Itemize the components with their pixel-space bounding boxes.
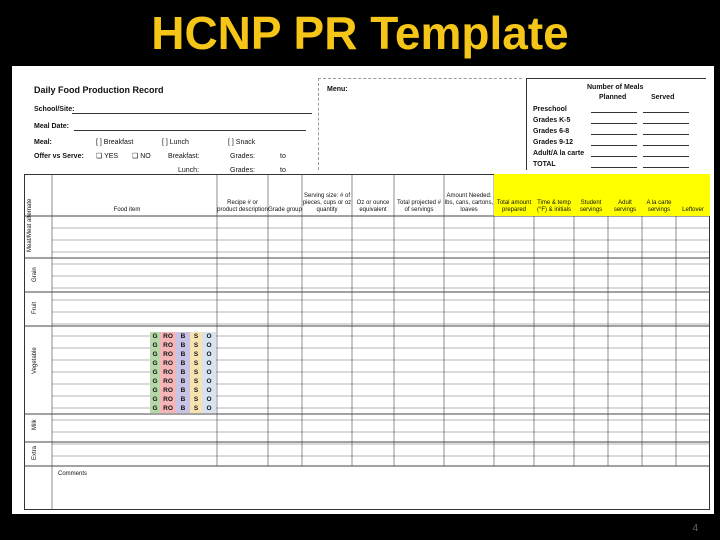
veg-code-ro[interactable]: RO bbox=[160, 359, 176, 368]
veg-code-s[interactable]: S bbox=[190, 341, 202, 350]
comments-label: Comments bbox=[58, 471, 88, 477]
breakfast-label: Breakfast: bbox=[168, 153, 200, 160]
veg-code-g[interactable]: G bbox=[150, 341, 160, 350]
meals-served-line[interactable] bbox=[643, 123, 689, 124]
veg-code-g[interactable]: G bbox=[150, 395, 160, 404]
meals-title: Number of Meals bbox=[587, 84, 644, 91]
col-leftover: Leftover bbox=[676, 174, 710, 216]
grades-label-1: Grades: bbox=[230, 153, 255, 160]
col-projected: Total projected # of servings bbox=[396, 200, 442, 213]
veg-code-b[interactable]: B bbox=[176, 386, 190, 395]
row-label-vegetable: Vegetable bbox=[32, 347, 38, 374]
menu-box[interactable] bbox=[318, 78, 522, 170]
production-grid bbox=[24, 174, 710, 510]
meals-planned-line[interactable] bbox=[591, 167, 637, 168]
col-adult: Adult servings bbox=[608, 174, 642, 216]
veg-code-g[interactable]: G bbox=[150, 359, 160, 368]
form-page bbox=[12, 66, 714, 514]
meals-served-line[interactable] bbox=[643, 167, 689, 168]
row-label-extra: Extra bbox=[32, 445, 38, 460]
meals-row-adult: Adult/A la carte bbox=[533, 150, 585, 157]
col-recipe: Recipe # or product description bbox=[217, 200, 268, 213]
grid-lines bbox=[24, 174, 710, 510]
veg-code-b[interactable]: B bbox=[176, 368, 190, 377]
meals-served-line[interactable] bbox=[643, 156, 689, 157]
veg-code-ro[interactable]: RO bbox=[160, 350, 176, 359]
veg-code-s[interactable]: S bbox=[190, 404, 202, 413]
veg-code-o[interactable]: O bbox=[202, 350, 216, 359]
veg-code-b[interactable]: B bbox=[176, 404, 190, 413]
lunch-label: Lunch: bbox=[178, 167, 200, 174]
veg-code-g[interactable]: G bbox=[150, 368, 160, 377]
meal-label: Meal: bbox=[34, 139, 52, 146]
row-label-milk: Milk bbox=[32, 419, 38, 430]
veg-code-s[interactable]: S bbox=[190, 377, 202, 386]
veg-code-b[interactable]: B bbox=[176, 359, 190, 368]
school-site-label: School/Site: bbox=[34, 106, 75, 113]
veg-code-g[interactable]: G bbox=[150, 377, 160, 386]
meals-planned-line[interactable] bbox=[591, 134, 637, 135]
veg-code-ro[interactable]: RO bbox=[160, 332, 176, 341]
veg-code-o[interactable]: O bbox=[202, 359, 216, 368]
meal-option-lunch[interactable]: [ ] Lunch bbox=[162, 139, 189, 146]
to-label-2: to bbox=[280, 167, 286, 174]
page-number: 4 bbox=[692, 523, 698, 534]
veg-code-s[interactable]: S bbox=[190, 395, 202, 404]
meal-option-snack[interactable]: [ ] Snack bbox=[228, 139, 256, 146]
row-label-meat: Meat/Meat alternate bbox=[27, 198, 33, 252]
veg-code-o[interactable]: O bbox=[202, 341, 216, 350]
veg-code-o[interactable]: O bbox=[202, 368, 216, 377]
veg-code-g[interactable]: G bbox=[150, 350, 160, 359]
col-food-item: Food item bbox=[113, 207, 141, 213]
veg-code-s[interactable]: S bbox=[190, 386, 202, 395]
meals-served-line[interactable] bbox=[643, 112, 689, 113]
form-title: Daily Food Production Record bbox=[34, 85, 164, 95]
meals-col-planned: Planned bbox=[599, 94, 627, 101]
veg-code-b[interactable]: B bbox=[176, 395, 190, 404]
veg-code-b[interactable]: B bbox=[176, 341, 190, 350]
meals-row-total: TOTAL bbox=[533, 161, 556, 168]
meals-planned-line[interactable] bbox=[591, 156, 637, 157]
school-site-line[interactable] bbox=[72, 113, 312, 114]
ovs-label: Offer vs Serve: bbox=[34, 153, 84, 160]
col-grade: Grade group bbox=[268, 207, 302, 213]
col-amount-needed: Amount Needed: lbs, cans, cartons, loaves bbox=[444, 193, 494, 213]
veg-code-o[interactable]: O bbox=[202, 404, 216, 413]
meals-planned-line[interactable] bbox=[591, 112, 637, 113]
veg-code-ro[interactable]: RO bbox=[160, 341, 176, 350]
col-alacarte: A la carte servings bbox=[642, 174, 676, 216]
veg-code-g[interactable]: G bbox=[150, 386, 160, 395]
meals-row-9-12: Grades 9-12 bbox=[533, 139, 574, 146]
veg-code-o[interactable]: O bbox=[202, 386, 216, 395]
meals-box bbox=[526, 78, 706, 170]
veg-code-ro[interactable]: RO bbox=[160, 386, 176, 395]
meals-row-k5: Grades K-5 bbox=[533, 117, 571, 124]
veg-code-b[interactable]: B bbox=[176, 350, 190, 359]
veg-code-s[interactable]: S bbox=[190, 368, 202, 377]
slide-title: HCNP PR Template bbox=[151, 7, 569, 59]
grades-label-2: Grades: bbox=[230, 167, 255, 174]
ovs-yes[interactable]: ❏ YES bbox=[96, 153, 119, 160]
veg-code-ro[interactable]: RO bbox=[160, 368, 176, 377]
veg-code-o[interactable]: O bbox=[202, 377, 216, 386]
veg-code-g[interactable]: G bbox=[150, 404, 160, 413]
col-student: Student servings bbox=[574, 174, 608, 216]
to-label-1: to bbox=[280, 153, 286, 160]
veg-code-ro[interactable]: RO bbox=[160, 377, 176, 386]
veg-code-s[interactable]: S bbox=[190, 359, 202, 368]
col-total-prepared: Total amount prepared bbox=[494, 174, 534, 216]
grid-border bbox=[25, 175, 710, 510]
col-time-temp: Time & temp (°F) & initials bbox=[534, 174, 574, 216]
veg-code-o[interactable]: O bbox=[202, 395, 216, 404]
veg-code-b[interactable]: B bbox=[176, 377, 190, 386]
ovs-no[interactable]: ❏ NO bbox=[132, 153, 151, 160]
meals-served-line[interactable] bbox=[643, 145, 689, 146]
veg-code-o[interactable]: O bbox=[202, 332, 216, 341]
col-oz-eq: Oz or ounce equivalent bbox=[356, 200, 390, 213]
veg-code-b[interactable]: B bbox=[176, 332, 190, 341]
meals-planned-line[interactable] bbox=[591, 145, 637, 146]
meal-option-breakfast[interactable]: [ ] Breakfast bbox=[96, 139, 134, 146]
veg-code-g[interactable]: G bbox=[150, 332, 160, 341]
meals-row-preschool: Preschool bbox=[533, 106, 567, 113]
meals-col-served: Served bbox=[651, 94, 675, 101]
col-serving: Serving size: # of pieces, cups or oz quantity bbox=[302, 193, 352, 213]
meals-row-6-8: Grades 6-8 bbox=[533, 128, 570, 135]
veg-code-s[interactable]: S bbox=[190, 332, 202, 341]
row-label-fruit: Fruit bbox=[32, 302, 38, 314]
meal-date-line[interactable] bbox=[74, 130, 306, 131]
row-label-grain: Grain bbox=[32, 267, 38, 282]
veg-code-ro[interactable]: RO bbox=[160, 404, 176, 413]
meal-date-label: Meal Date: bbox=[34, 123, 70, 130]
meals-served-line[interactable] bbox=[643, 134, 689, 135]
veg-code-s[interactable]: S bbox=[190, 350, 202, 359]
veg-code-ro[interactable]: RO bbox=[160, 395, 176, 404]
menu-label: Menu: bbox=[327, 86, 348, 93]
meals-planned-line[interactable] bbox=[591, 123, 637, 124]
